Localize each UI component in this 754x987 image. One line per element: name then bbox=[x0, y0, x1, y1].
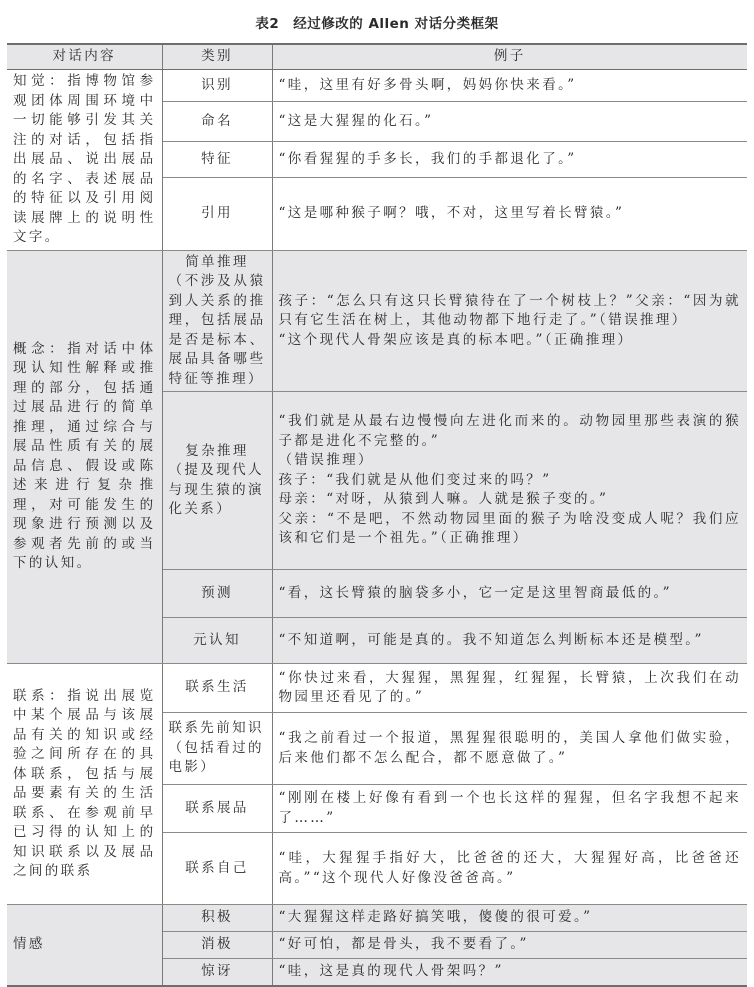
example-cell: “我之前看过一个报道，黑猩猩很聪明的，美国人拿他们做实验，后来他们都不怎么配合，都不愿意做了。” bbox=[272, 713, 747, 785]
category-cell: 引用 bbox=[162, 178, 272, 250]
section-description-concept: 概念：指对话中体现认知性解释或推理的部分，包括通过展品进行的简单推理，通过综合与展品性质有关的展品信息、假设或陈述来进行复杂推理，对可能发生的现象进行预测以及参观者先前的或当下的认知。 bbox=[7, 250, 162, 664]
example-line: “这个现代人骨架应该是真的标本吧。”（正确推理） bbox=[278, 331, 634, 348]
example-line: （错误推理） bbox=[278, 452, 374, 469]
category-cell: 特征 bbox=[162, 141, 272, 178]
example-cell: “大猩猩这样走路好搞笑哦，傻傻的很可爱。” bbox=[272, 905, 747, 932]
category-label: 复杂推理 bbox=[185, 442, 249, 459]
example-cell: “好可怕，都是骨头，我不要看了。” bbox=[272, 932, 747, 959]
section-description-connection: 联系：指说出展览中某个展品与该展品有关的知识或经验之间所存在的具体联系，包括与展品要素有关的生活联系、在参观前早已习得的认知上的知识联系以及展品之间的联系 bbox=[7, 664, 162, 905]
table-row bbox=[7, 70, 747, 102]
example-cell: “看，这长臂猿的脑袋多小，它一定是这里智商最低的。” bbox=[272, 570, 747, 618]
table-header-row bbox=[7, 44, 747, 70]
dialogue-classification-table bbox=[7, 43, 747, 987]
category-cell: 联系生活 bbox=[162, 664, 272, 713]
example-cell: “哇，这里有好多骨头啊，妈妈你快来看。” bbox=[272, 70, 747, 102]
section-description-emotion: 情感 bbox=[7, 905, 162, 986]
section-description-perception: 知觉：指博物馆参观团体周围环境中一切能够引发其关注的对话，包括指出展品、说出展品的名字、表述展品的特征以及引用阅读展牌上的说明性文字。 bbox=[7, 70, 162, 251]
category-note: （不涉及从猿到人关系的推理，包括展品是否是标本、展品具备哪些特征等推理） bbox=[168, 273, 266, 387]
header-category: 类别 bbox=[162, 44, 272, 70]
category-cell: 积极 bbox=[162, 905, 272, 932]
category-cell bbox=[162, 250, 272, 392]
category-cell: 元认知 bbox=[162, 618, 272, 664]
category-cell: 联系自己 bbox=[162, 833, 272, 905]
category-cell: 联系先前知识（包括看过的电影） bbox=[162, 713, 272, 785]
example-cell: “哇，大猩猩手指好大，比爸爸的还大，大猩猩好高，比爸爸还高。”“这个现代人好像没爸爸高。” bbox=[272, 833, 747, 905]
header-dialogue-content: 对话内容 bbox=[7, 44, 162, 70]
example-line: 父亲：“不是吧，不然动物园里面的猴子为啥没变成人呢？我们应该和它们是一个祖先。”（正确推理） bbox=[278, 510, 741, 547]
category-cell: 命名 bbox=[162, 102, 272, 141]
example-line: 母亲：“对呀，从猿到人嘛。人就是猴子变的。” bbox=[278, 491, 609, 508]
table-row bbox=[7, 905, 747, 932]
example-cell bbox=[272, 250, 747, 392]
example-cell: “你快过来看，大猩猩，黑猩猩，红猩猩，长臂猿，上次我们在动物园里还看见了的。” bbox=[272, 664, 747, 713]
category-note: （提及现代人与现生猿的演化关系） bbox=[168, 462, 264, 517]
example-cell: “哇，这是真的现代人骨架吗？” bbox=[272, 959, 747, 986]
table-row bbox=[7, 664, 747, 713]
example-cell: “你看猩猩的手多长，我们的手都退化了。” bbox=[272, 141, 747, 178]
category-cell: 联系展品 bbox=[162, 785, 272, 833]
example-cell bbox=[272, 392, 747, 570]
category-cell: 惊讶 bbox=[162, 959, 272, 986]
example-cell: “这是哪种猴子啊？哦，不对，这里写着长臂猿。” bbox=[272, 178, 747, 250]
category-cell: 识别 bbox=[162, 70, 272, 102]
example-cell: “这是大猩猩的化石。” bbox=[272, 102, 747, 141]
category-label: 简单推理 bbox=[185, 253, 249, 270]
table-caption: 表2 经过修改的 Allen 对话分类框架 bbox=[255, 16, 499, 32]
example-line: 孩子：“我们就是从他们变过来的吗？” bbox=[278, 471, 552, 488]
table-row bbox=[7, 250, 747, 392]
category-cell: 预测 bbox=[162, 570, 272, 618]
category-cell: 消极 bbox=[162, 932, 272, 959]
example-line: “我们就是从最右边慢慢向左进化而来的。动物园里那些表演的猴子都是进化不完整的。” bbox=[278, 413, 741, 449]
category-cell bbox=[162, 392, 272, 570]
example-cell: “不知道啊，可能是真的。我不知道怎么判断标本还是模型。” bbox=[272, 618, 747, 664]
example-cell: “刚刚在楼上好像有看到一个也长这样的猩猩，但名字我想不起来了……” bbox=[272, 785, 747, 833]
example-line: 孩子：“怎么只有这只长臂猿待在了一个树枝上？”父亲：“因为就只有它生活在树上，其他动物都下地行走了。”（错误推理） bbox=[278, 292, 741, 328]
header-example: 例子 bbox=[272, 44, 747, 70]
